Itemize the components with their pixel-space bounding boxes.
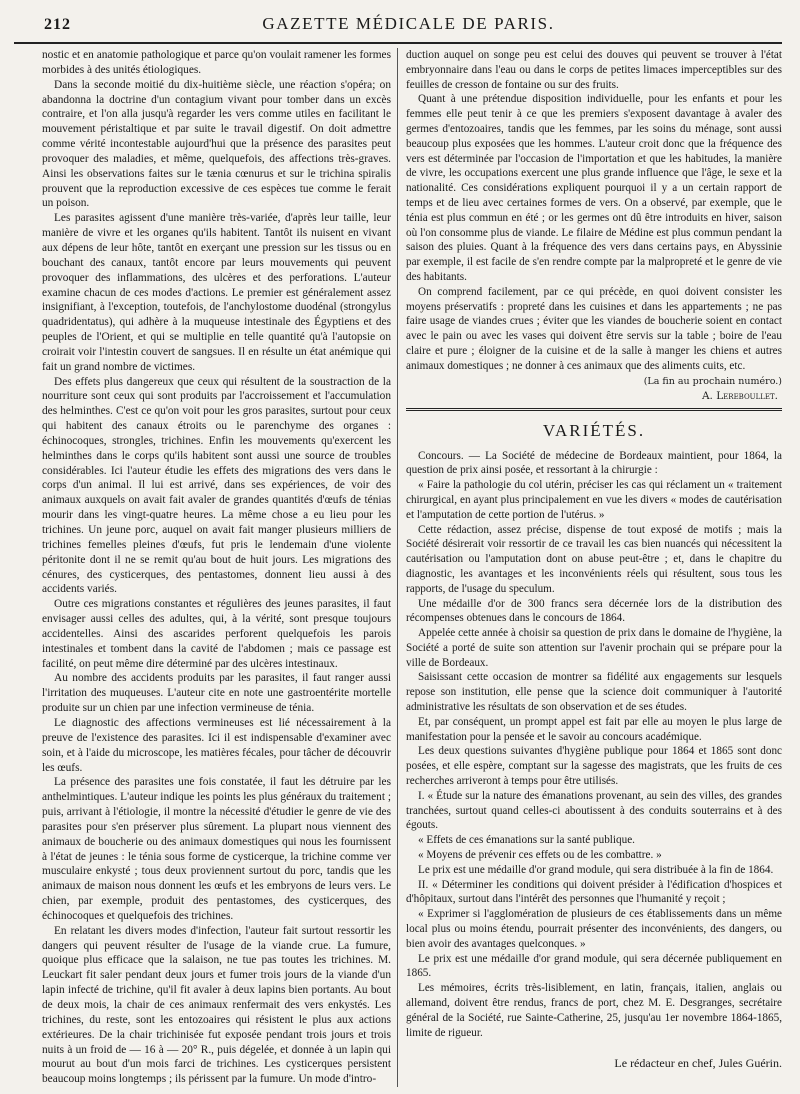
paragraph: « Faire la pathologie du col utérin, préciser les cas qui réclament un « traitement chirurgical, en ayant plus principalement en vue les divers « modes de cautérisation et l'amputation de cette portion de l'utérus. » — [406, 479, 782, 521]
paragraph: I. « Étude sur la nature des émanations provenant, au sein des villes, des grandes tranchées, surtout quand celles-ci aboutissent à des conduits souterrains et à des égouts. — [406, 789, 782, 832]
paragraph: « Exprimer si l'agglomération de plusieurs de ces établissements dans un même local plus ou moins étendu, pourrait présenter des inconvénients, des dangers, ou bien avoir des avantages quelconques. » — [406, 908, 782, 950]
paragraph: Les deux questions suivantes d'hygiène publique pour 1864 et 1865 sont donc posées, et elle espère, comptant sur la sagesse des magistrats, que les fruits de ces recherches arriveront à temps pour être utilisés. — [406, 745, 782, 788]
paragraph: duction auquel on songe peu est celui des douves qui peuvent se trouver à l'état embryonnaire dans l'eau ou dans le corps de petites limaces imperceptibles sur des feuilles de cresson de fontaine ou sur des fruits. — [406, 49, 782, 91]
paragraph: nostic et en anatomie pathologique et parce qu'on voulait ramener les formes morbides à des unités étiologiques. — [42, 49, 391, 76]
paragraph: Le prix est une médaille d'or grand module, qui sera distribuée à la fin de 1864. — [418, 863, 774, 876]
paragraph: Dans la seconde moitié du dix-huitième siècle, une réaction s'opéra; on abandonna la doctrine d'un contagium vivant pour tomber dans un excès contraire, et l'on alla jusqu'à regarder les vers comme utiles en facilitant le mouvement péristaltique et par suite le travail digestif. On doit admettre comme vérité incontestable aujourd'hui que la présence des parasites peut provoquer des maladies, et même, quelquefois, des affections très-graves. Ainsi les observations faites sur le tænia cœnurus et sur le trichina spiralis prouvent que la reproduction excessive de ces espèces tue comme le ferait un poison. — [42, 78, 391, 210]
paragraph: Les mémoires, écrits très-lisiblement, en latin, français, italien, anglais ou allemand, doivent être rendus, francs de port, chez M. E. Desgranges, secrétaire général de la Société, rue Sainte-Catherine, 25, jusqu'au 1er novembre 1864-1865, limite de rigueur. — [406, 982, 782, 1039]
paragraph: Des effets plus dangereux que ceux qui résultent de la soustraction de la nourriture sont ceux qui sont produits par l'accroissement et l'accumulation des helminthes. C'est ce qu'on voit pour les gros parasites, surtout pour ceux qui habitent des canaux étroits ou le parenchyme des organes : échinocoques, strongles, trichines. Enfin les mouvements qu'exercent les helminthes dans le corps qu'ils habitent sont aussi une source de troubles considérables. Ici l'auteur étudie les effets des migrations des vers dans le corps d'un animal. Il lui est arrivé, dans ses expériences, de voir des animaux auxquels on avait fait avaler de grandes quantités d'œufs de ténias mourir dans les vingt-quatre heures. La même chose a eu lieu pour les trichines. Un jeune porc, auquel on avait fait manger plusieurs milliers de trichines femelles pleines d'œufs, fut pris le lendemain d'une violente péritonite dont il ne se remit qu'au bout de huit jours. Les migrations des cénures, des cysticerques, des pentastomes, donnent lieu aussi à des accidents variés. — [42, 375, 391, 596]
article-columns — [14, 48, 782, 1087]
paragraph: Appelée cette année à choisir sa question de prix dans le domaine de l'hygiène, la Société a porté de suite son attention sur l'avenir prochain qui se prépare pour la ville de Bordeaux. — [406, 627, 782, 669]
paragraph: Concours. — La Société de médecine de Bordeaux maintient, pour 1864, la question de prix ainsi posée, et ressortant à la chirurgie : — [406, 449, 782, 477]
paragraph: Cette rédaction, assez précise, dispense de tout exposé de motifs ; mais la Société désirerait voir ressortir de ce travail les cas bien nuancés qui nécessitent la cautérisation ou l'amputation dont on abuse peut-être ; et, dans le chapitre du diagnostic, les avantages et les inconvénients réels qui résultent, sous tous les rapports, de l'usage du speculum. — [406, 523, 782, 595]
paragraph: Une médaille d'or de 300 francs sera décernée lors de la distribution des récompenses obtenues dans le concours de 1864. — [406, 597, 782, 625]
masthead-title: GAZETTE MÉDICALE DE PARIS. — [262, 14, 555, 33]
paragraph: Le prix est une médaille d'or grand module, qui sera décernée publiquement en 1865. — [406, 952, 782, 980]
paragraph: « Moyens de prévenir ces effets ou de les combattre. » — [418, 849, 662, 862]
paragraph: En relatant les divers modes d'infection, l'auteur fait surtout ressortir les dangers qui peuvent résulter de l'usage de la viande crue. La fumure, quoique plus efficace que la salaison, ne tue pas toutes les trichines. M. Leuckart fit saler pendant deux jours et fumer trois jours de la viande d'un lapin infecté de trichine, qu'il fit avaler à deux lapins bien portants. Au bout de deux mois, la chair de ces animaux renfermait des vers enkystés. Les trichines, du reste, sont les entozoaires qui résistent le plus aux actions extérieures. De la chair trichinisée fut exposée pendant trois jours et trois nuits à un froid de — 16 à — 20° R., puis dégelée, et donnée à un lapin qui mourut au bout d'un mois farci de trichines. Les cysticerques persistent beaucoup moins longtemps ; ils périssent par la fumure. Un mode d'intro- — [42, 924, 391, 1086]
editor-signature: Le rédacteur en chef, Jules Guérin. — [614, 1056, 782, 1071]
article-author: A. Lereboullet. — [701, 389, 778, 402]
section-divider — [406, 408, 782, 411]
right-column — [398, 48, 782, 1087]
paragraph: II. « Déterminer les conditions qui doivent présider à l'édification d'hospices et d'hôpitaux, surtout dans l'intérêt des personnes que l'humanité y reçoit ; — [406, 878, 782, 906]
page-header — [14, 14, 782, 44]
paragraph: Quant à une prétendue disposition individuelle, pour les enfants et pour les femmes elle peut tenir à ce que les premiers s'exposent davantage à avaler des germes d'entozoaires, tandis que les femmes, par les soins du ménage, sont aussi beaucoup plus exposées que les hommes. L'auteur croit donc que la fréquence des vers est déterminée par l'occasion de l'importation et que les habitudes, la manière de vivre, les occupations exercent une plus grande influence que l'âge, le sexe et la nationalité. Ces considérations expliquent pourquoi il y a un certain rapport de temps et de lieu avec certaines formes de vers. On a observé, par exemple, que le ténia est plus commun en été ; or les germes ont dû être introduits en hiver, saison où l'on consomme plus de viande. Le filaire de Médine est plus commun pendant la saison des pluies. Quant à la fréquence des vers dans certains pays, en Abyssinie par exemple, il est facile de s'en rendre compte par la malpropreté et le genre de vie des habitants. — [406, 93, 782, 283]
left-column — [14, 48, 398, 1087]
paragraph: Saisissant cette occasion de montrer sa fidélité aux engagements sur lesquels repose son institution, elle pense que la science doit communiquer à l'autorité administrative les résultats de son observation et de ses études. — [406, 671, 782, 714]
paragraph: « Effets de ces émanations sur la santé publique. — [418, 834, 635, 847]
paragraph: Les parasites agissent d'une manière très-variée, d'après leur taille, leur manière de vivre et les organes qu'ils habitent. Tantôt ils nuisent en vivant aux dépens de leur hôte, tantôt en exerçant une pression sur les tissus ou en bouchant des canaux, tantôt encore par leurs mouvements qui peuvent provoquer des inflammations, des ulcères et des perforations. L'auteur examine chacun de ces modes d'actions. Le premier est généralement assez insignifiant, à l'exception, toutefois, de l'anchylostome duodénal (strongylus quadridentatus), qui adhère à la muqueuse intestinale des Égyptiens et des peuples de l'Orient, et qui se multiplie en telle quantité qu'à l'autopsie on croirait voir l'intestin couvert de sangsues. Il en résulte un état anémique qui fait un grand nombre de victimes. — [42, 212, 391, 373]
paragraph: Au nombre des accidents produits par les parasites, il faut ranger aussi l'irritation des muqueuses. L'auteur cite en note une gastroentérite mortelle produite sur un chien par une infection vermineuse de ténia. — [42, 672, 391, 715]
section-title: VARIÉTÉS. — [542, 420, 646, 440]
paragraph: Outre ces migrations constantes et régulières des jeunes parasites, il faut envisager aussi celles des adultes, qui, à la vérité, sont presque toujours accidentelles. Ainsi des ascarides perforent quelquefois les parois intestinales et tombent dans la cavité de l'abdomen ; mais ce passage est facilité, on peut même dire déterminé par des ulcères intestinaux. — [42, 598, 391, 670]
paragraph: On comprend facilement, par ce qui précède, en quoi doivent consister les moyens préservatifs : propreté dans les cuisines et dans les appartements ; ne pas faire usage de viandes crues ; éviter que les viandes de boucherie soient en contact avec le pain ou avec les vases qui doivent être servis sur la table ; boire de l'eau claire et pure ; éloigner de la cuisine et de la salle à manger les chiens et autres animaux domestiques ; ne donner à ces animaux que des aliments cuits, etc. — [406, 285, 782, 372]
paragraph: Et, par conséquent, un prompt appel est fait par elle au moyen le plus large de manifestation pour la pensée et le savoir au concours académique. — [406, 715, 782, 743]
paragraph: La présence des parasites une fois constatée, il faut les détruire par les anthelmintiques. L'auteur indique les points les plus généraux du traitement ; puis, arrivant à l'étiologie, il montre la nécessité d'étudier le genre de vie des parasites pour s'en préserver plus sûrement. La plupart nous viennent des animaux de boucherie ou des animaux domestiques qui nous les fournissent à l'état de jeunes : le ténia sous forme de cysticerque, la trichine comme ver musculaire enkysté ; tous deux proviennent surtout du porc, tandis que les animaux de maison nous donnent les œufs et les embryons de leurs vers. Le chien, par exemple, produit des pentastomes, des cysticerques, des échinocoques et quelquefois des trichines. — [42, 776, 391, 922]
page-number: 212 — [44, 16, 71, 33]
paragraph: Le diagnostic des affections vermineuses est lié nécessairement à la preuve de l'existence des parasites. Ici il est indispensable d'examiner avec soin, et à l'aide du microscope, les matières fécales, pour tâcher de découvrir les œufs. — [42, 716, 391, 774]
continuation-note: (La fin au prochain numéro.) — [643, 375, 782, 387]
